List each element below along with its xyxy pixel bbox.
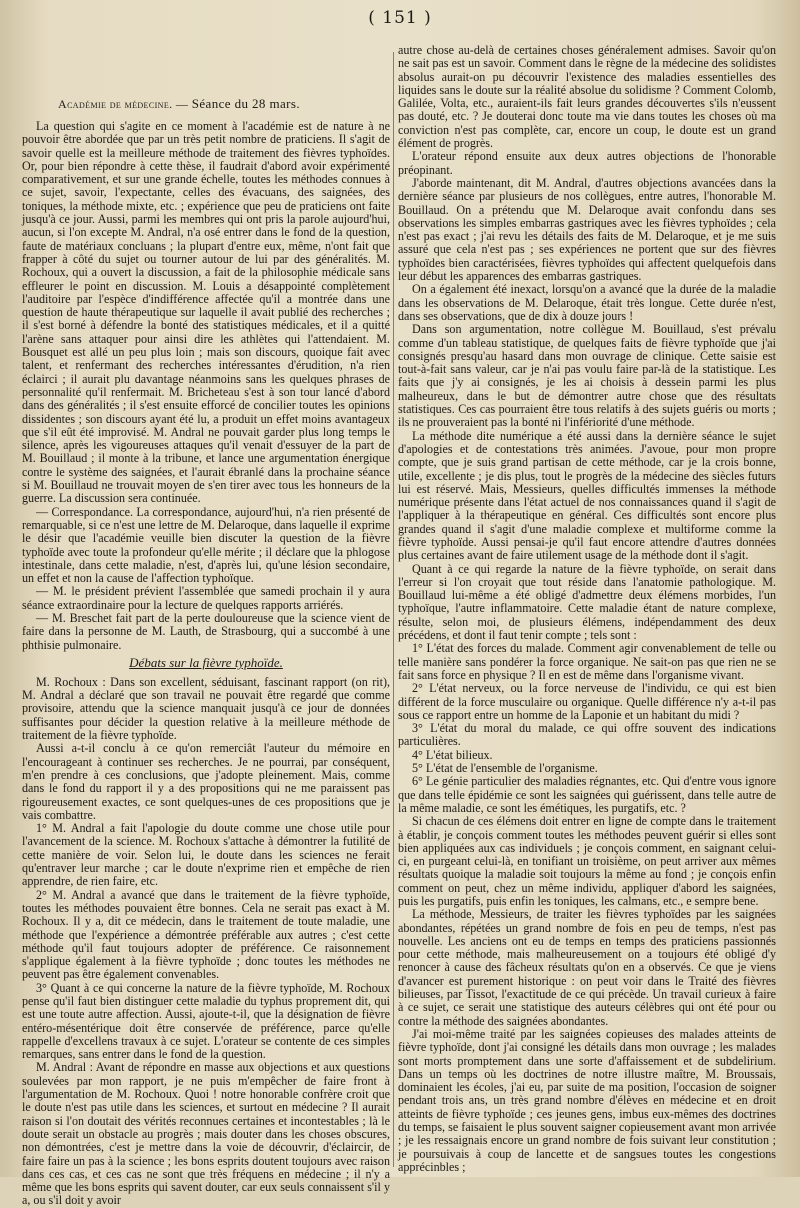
paragraph-point-3: 3° Quant à ce qui concerne la nature de la fièvre typhoïde, M. Rochoux pense qu'il faut bien distinguer cette maladie du typhus proprement dit, qui est une toute autre affection. Aussi, ajoute-t-il, que la désignation de fièvre entéro-mésentérique doit être conservée de préférence, parce qu'elle rappelle d'excellens travaux à ce sujet. L'orateur se contente de ces simples remarques, sans entrer dans le fond de la question. [22, 980, 390, 1062]
list-item: 2° L'état nerveux, ou la force nerveuse de l'individu, ce qui est bien différent de la force musculaire ou organique. Quelle différence n'y a-t-il pas sous ce rapport entre un homme de la Laponie et un habitant du midi ? [398, 681, 776, 722]
paragraph-objections: J'aborde maintenant, dit M. Andral, d'autres objections avancées dans la dernière séance par plusieurs de nos collègues, entre autres, l'honorable M. Bouillaud. On a prétendu que M. Delaroque avait confondu dans ses observations les simples embarras gastriques avec les fièvres typhoïdes ; cela n'est pas exact ; j'ai revu les détails des faits de M. Delaroque, et je me suis assuré que cela n'est pas ; ses expériences ne portent que sur des fièvres typhoïdes bien caractérisées, fièvres typhoïdes qui affectent quelquefois dans leur début les apparences des embarras gastriques. [398, 175, 776, 284]
paragraph-orateur: L'orateur répond ensuite aux deux autres objections de l'honorable préopinant. [398, 149, 776, 177]
left-column [22, 44, 390, 1208]
section-header [58, 96, 390, 112]
paragraph-experience: J'ai moi-même traité par les saignées copieuses des malades atteints de fièvre typhoïde, dont j'ai consigné les détails dans mon ouvrage ; les malades sont morts promptement dans une sorte d'affaissement et de subdelirium. Dans un temps où les doctrines de notre illustre maître, M. Broussais, dominaient les écoles, j'ai eu, par suite de ma position, l'occasion de soigner pendant trois ans, un très grand nombre d'élèves en médecine et en droit atteints de fièvre typhoïde ; ces jeunes gens, imbus eux-mêmes des doctrines du temps, se faisaient le plus souvent saigner copieusement avant mon arrivée ; je les ressaignais encore un grand nombre de fois suivant leur constitution ; je poursuivais à coup de lancette et de sangsues toutes les congestions apprécinbles ; [398, 1026, 776, 1174]
paragraph-numerique: La méthode dite numérique a été aussi dans la dernière séance le sujet d'apologies et de contestations très animées. J'avoue, pour mon propre compte, que je suis grand partisan de cette méthode, car je la crois bonne, utile, excellente ; je dis plus, tout le progrès de la médecine des siècles futurs lui est réservé. Mais, Messieurs, quelles difficultés immenses la méthode numérique présente dans l'état actuel de nos connaissances quand il s'agit de l'appliquer à la thérapeutique en général. Ces difficultés sont encore plus grandes quand il s'agit d'une maladie complexe et multiforme comme la fièvre typhoïde. Aussi pensai-je qu'il faut encore attendre d'autres données plus certaines avant de faire utilement usage de la méthode dont il s'agit. [398, 428, 776, 563]
paragraph-methode: La méthode, Messieurs, de traiter les fièvres typhoïdes par les saignées abondantes, répétées un grand nombre de fois en peu de temps, n'est pas nouvelle. Les anciens ont eu de temps en temps des praticiens passionnés pour cette méthode, mais malheureusement on a toujours été obligé d'y renoncer à cause des fâcheux résultats qu'on en a observés. Ce que je viens d'avancer est purement historique : on peut voir dans le Traité des fièvres bilieuses, par Tissot, l'exactitude de ce qui précède. Un travail curieux à faire à ce sujet, ce serait une statistique des auteurs célèbres qui ont été pour ou contre la méthode des saignées abondantes. [398, 907, 776, 1028]
paragraph-rochoux: M. Rochoux : Dans son excellent, séduisant, fascinant rapport (on rit), M. Andral a déclaré que son travail ne pouvait être regardé que comme provisoire, attendu que la science manquait jusqu'à ce jour de données suffisantes pour décider la question relative à la meilleure méthode de traitement de la fièvre typhoïde. [22, 674, 390, 743]
paragraph-question: La question qui s'agite en ce moment à l'académie est de nature à ne pouvoir être abordée que par un très petit nombre de praticiens. Il s'agit de savoir quelle est la meilleure méthode de traitement des fièvres typhoïdes. Or, pour bien répondre à cette thèse, il faudrait d'abord avoir expérimenté comparativement, et sur une grande échelle, toutes les méthodes connues à ce sujet, savoir, l'expectante, celles des évacuans, des saignées, des toniques, la méthode mixte, etc. ; expérience que peu de praticiens ont faite jusqu'à ce jour. Aussi, parmi les membres qui ont pris la parole aujourd'hui, aucun, si l'on excepte M. Andral, n'a osé entrer dans le fond de la question, faute de matériaux concluans ; la plupart d'entre eux, même, n'ont fait que frapper à côté du sujet ou tourner autour de lui par des généralités. M. Rochoux, qui a ouvert la discussion, a fait de la philosophie médicale sans effleurer le point en discussion. M. Louis a désappointé complètement l'auditoire par l'espèce d'indifférence affectée qu'il a montrée dans une question de haute thérapeutique sur laquelle il avait publié des recherches ; il s'est borné à défendre la bonté des statistiques médicales, et il a quitté l'arène sans attaquer pour ainsi dire les athlètes qui l'attendaient. M. Bousquet est allé un peu plus loin ; mais son discours, quoique fait avec talent, et renfermant des recherches intéressantes d'érudition, n'a rien éclairci ; il aurait plu davantage néanmoins sans les quelques phrases de personnalité qu'il renfermait. M. Bricheteau s'est à son tour lancé d'abord dans des généralités ; il s'est ensuite efforcé de concilier toutes les opinions dissidentes ; son discours ayant été lu, a produit un effet moins avantageux que s'il eût été improvisé. M. Andral ne pouvait garder plus long temps le silence, après les vigoureuses attaques qu'il venait d'essuyer de la part de M. Bouillaud ; il monte à la tribune, et lance une argumentation énergique contre le système des saignées, et l'aurait ébranlé dans la prochaine séance si M. Bouillaud ne trouvait moyen de s'en tirer avec tous les honneurs de la guerre. La discussion sera continuée. [22, 119, 390, 506]
paragraph-continuation: autre chose au-delà de certaines choses généralement admises. Savoir qu'on ne sait pas est un savoir. Comment dans le règne de la médecine des solidistes absolus aurait-on pu découvrir l'existence des maladies essentielles des liquides sans le doute sur la réalité absolue du solidisme ? Comment Colomb, Galilée, Volta, etc., auraient-ils fait leurs grandes découvertes s'ils n'eussent pas douté, etc. ? Je douterai donc toute ma vie dans toutes les choses où ma conviction n'est pas complète, car, encore un coup, le doute est un grand élément de progrès. [398, 43, 776, 151]
column-divider [393, 52, 394, 1167]
paragraph-statistique: Dans son argumentation, notre collègue M. Bouillaud, s'est prévalu comme d'un tableau statistique, de quelques faits de fièvre typhoïde que j'ai consignés presqu'au hasard dans mon ouvrage de clinique. Cette saisie est tout-à-fait sans valeur, car je n'ai pas voulu faire par-là de la statistique. Les faits que j'y ai consignés, je les ai choisis à dessein parmi les plus malheureux, dans le but de démontrer autre chose que des résultats statistiques. Ces cas pourraient être tous relatifs à des sujets guéris ou morts ; ils ne prouveraient pas la bonté ni l'infériorité d'une méthode. [398, 322, 776, 430]
debate-section-title-text: Débats sur la fièvre typhoïde. [129, 654, 283, 670]
list-item: 1° L'état des forces du malade. Comment agir convenablement de telle ou telle manière sans pondérer la force organique. Ne sait-on pas que rien ne se fait sans force en physique ? Il en est de même dans l'organisme vivant. [398, 641, 776, 682]
paragraph-nature: Quant à ce qui regarde la nature de la fièvre typhoïde, on serait dans l'erreur si l'on croyait que tout réside dans l'anatomie pathologique. M. Bouillaud lui-même a été obligé d'admettre deux élémens morbides, l'un typhoïque, l'autre inflammatoire. Cette maladie étant de nature complexe, résulte, selon moi, de plusieurs élémens, indépendamment des deux précédens, et dont il faut tenir compte ; tels sont : [398, 561, 776, 643]
page-number: ( 151 ) [368, 8, 432, 28]
paragraph-andral: M. Andral : Avant de répondre en masse aux objections et aux questions soulevées par mon rapport, je ne puis m'empêcher de faire front à l'argumentation de M. Rochoux. Quoi ! notre honorable confrère croit que le doute n'est pas utile dans les sciences, et surtout en médecine ? Il aurait raison si l'on doutait des vérités reconnues certaines et incontestables ; là le doute serait un obstacle au progrès ; mais douter dans les choses obscures, non démontrées, c'est je mettre dans la voie de découvrir, d'éclaircir, de faire faire un pas à la science ; les bons esprits doutent toujours avec raison dans ces cas, et ces cas ne sont que très fréquens en médecine ; il n'y a même que les bons esprits qui savent douter, car eux seuls connaissent s'il y a, ou s'il doit y avoir [22, 1060, 390, 1208]
list-item: 3° L'état du moral du malade, ce qui offre souvent des indications particulières. [398, 721, 776, 749]
paragraph-breschet: — M. Breschet fait part de la perte douloureuse que la science vient de faire dans la personne de M. Lauth, de Strasbourg, qui a succombé à une phthisie pulmonaire. [22, 610, 390, 652]
elements-list [398, 642, 776, 815]
paragraph-duree: On a également été inexact, lorsqu'on a avancé que la durée de la maladie dans les observations de M. Delaroque, était très longue. Cette durée n'est, dans ses observations, que de dix à douze jours ! [398, 282, 776, 323]
paragraph-president: — M. le président prévient l'assemblée que samedi prochain il y aura séance extraordinaire pour la lecture de quelques rapports arriérés. [22, 584, 390, 612]
header-separator: — [175, 97, 189, 111]
debate-section-title [22, 654, 390, 672]
header-seance: Séance du 28 mars. [191, 96, 300, 111]
paragraph-correspondance: — Correspondance. La correspondance, aujourd'hui, n'a rien présenté de remarquable, si ce n'est une lettre de M. Delaroque, dans laquelle il exprime le désir que l'académie veuille bien discuter la question de la fièvre typhoïde avec toute la profondeur qu'elle mérite ; il déclare que la phlogose intestinale, dans cette maladie, n'est, d'après lui, qu'une lésion secondaire, un effet et non la cause de l'affection typhoïque. [22, 504, 390, 586]
list-item: 4° L'état bilieux. [412, 747, 493, 762]
paragraph-point-2: 2° M. Andral a avancé que dans le traitement de la fièvre typhoïde, toutes les méthodes pouvaient être bonnes. Cela ne serait pas exact à M. Rochoux. Il y a, dit ce médecin, dans le traitement de toute maladie, une méthode que l'expérience a démontrée préférable aux autres ; c'est cette méthode qu'il faut toujours adopter de préférence. Ce raisonnement s'applique également à la fièvre typhoïde ; donc toutes les méthodes ne peuvent pas être également convenables. [22, 887, 390, 982]
right-column [398, 44, 776, 1177]
paragraph-point-1: 1° M. Andral a fait l'apologie du doute comme une chose utile pour l'avancement de la science. M. Rochoux s'attache à démontrer la futilité de cette manière de voir. Selon lui, le doute dans les sciences ne ferait qu'entraver leur marche ; car le doute n'exprime rien et empêche de rien apprendre, de rien faire, etc. [22, 821, 390, 889]
header-title: Académie de médecine. [58, 97, 173, 111]
list-item: 6° Le génie particulier des maladies régnantes, etc. Qui d'entre vous ignore que dans telle épidémie ce sont les saignées qui guérissent, dans telle autre de la même maladie, ce sont les émétiques, les purgatifs, etc. ? [398, 774, 776, 815]
list-item: 5° L'état de l'ensemble de l'organisme. [412, 761, 598, 776]
paragraph-conclusions: Aussi a-t-il conclu à ce qu'on remerciât l'auteur du mémoire en l'encourageant à continuer ses recherches. Je ne pourrai, par conséquent, m'en prendre à ces conclusions, que j'adopte pleinement. Mais, comme dans le fond du rapport il y a des propositions qui ne me paraissent pas rigoureusement exactes, ce sont quelques-unes de ces propositions que je vais combattre. [22, 741, 390, 822]
paragraph-elements: Si chacun de ces élémens doit entrer en ligne de compte dans le traitement à établir, je conçois comment toutes les méthodes peuvent guérir si elles sont bien appliquées aux cas individuels ; je conçois comment, en saignant celui-ci, en purgeant celui-là, en tonifiant un troisième, on peut arriver aux mêmes résultats quoique la maladie soit toujours la même au fond ; je conçois enfin comment on peut, chez un même individu, appliquer d'abord les saignées, puis les purgatifs, puis enfin les toniques, les calmans, etc., e sempre bene. [398, 814, 776, 908]
